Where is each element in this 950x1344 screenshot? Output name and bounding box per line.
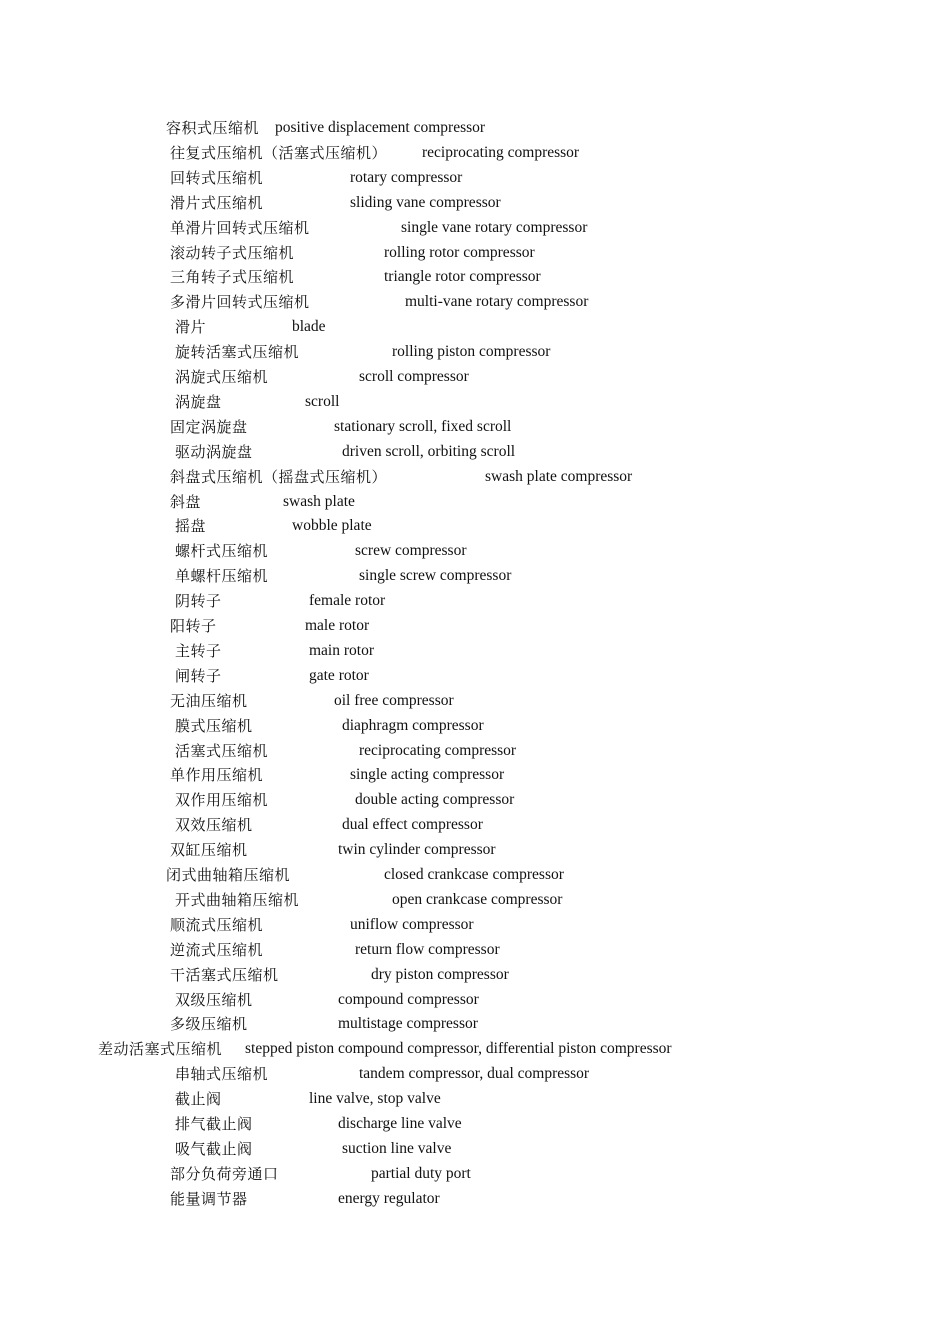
glossary-row [0,939,950,961]
term-chinese: 差动活塞式压缩机 [98,1040,223,1059]
term-english: compound compressor [338,990,479,1008]
glossary-row [0,1113,950,1135]
term-english: double acting compressor [355,791,515,809]
glossary-row [0,1163,950,1185]
glossary-row [0,242,950,264]
glossary-row [0,117,950,139]
glossary-row [0,466,950,488]
term-english: main rotor [309,641,374,659]
term-chinese: 回转式压缩机 [170,168,264,187]
term-english: discharge line valve [338,1115,462,1132]
term-chinese: 斜盘式压缩机（摇盘式压缩机） [170,467,388,486]
glossary-row [0,814,950,836]
term-english: stationary scroll, fixed scroll [334,417,512,435]
term-english: reciprocating compressor [359,741,517,759]
glossary-row [0,540,950,562]
term-english: scroll compressor [359,368,469,385]
glossary-row [0,316,950,338]
term-english: rolling piston compressor [392,343,551,361]
term-chinese: 涡旋式压缩机 [175,368,269,386]
term-chinese: 排气截止阀 [175,1115,253,1133]
term-chinese: 滚动转子式压缩机 [170,243,295,262]
term-chinese: 滑片式压缩机 [170,193,264,212]
term-chinese: 螺杆式压缩机 [175,542,269,561]
term-chinese: 部分负荷旁通口 [170,1164,279,1183]
glossary-row [0,665,950,687]
term-english: dual effect compressor [342,816,483,834]
glossary-row [0,889,950,911]
term-chinese: 膜式压缩机 [175,716,253,735]
term-chinese: 逆流式压缩机 [170,940,264,959]
glossary-row [0,1088,950,1110]
term-english: multi-vane rotary compressor [405,293,589,311]
term-english: swash plate compressor [485,467,633,485]
term-chinese: 驱动涡旋盘 [175,442,253,461]
term-english: gate rotor [309,666,369,684]
glossary-row [0,590,950,612]
term-english: single acting compressor [350,766,505,784]
term-english: energy regulator [338,1189,440,1207]
term-chinese: 滑片 [175,318,207,337]
term-chinese: 干活塞式压缩机 [170,965,279,984]
term-english: line valve, stop valve [309,1090,441,1108]
term-chinese: 串轴式压缩机 [175,1065,269,1084]
term-english: open crankcase compressor [392,890,563,908]
glossary-row [0,640,950,662]
term-english: oil free compressor [334,691,454,709]
term-chinese: 开式曲轴箱压缩机 [175,890,300,909]
term-chinese: 无油压缩机 [170,691,248,710]
term-chinese: 活塞式压缩机 [175,741,269,760]
term-english: female rotor [309,592,386,610]
term-english: scroll [305,392,340,410]
term-english: swash plate [283,492,355,510]
glossary-row [0,391,950,413]
glossary-row [0,615,950,637]
term-chinese: 主转子 [175,641,222,660]
glossary-row [0,142,950,164]
term-english: closed crankcase compressor [384,866,564,883]
glossary-row [0,217,950,239]
term-english: blade [292,318,326,336]
glossary-row [0,964,950,986]
glossary-row [0,167,950,189]
glossary-row [0,416,950,438]
glossary-row [0,1138,950,1160]
glossary-row [0,740,950,762]
glossary-row [0,864,950,886]
term-chinese: 单螺杆压缩机 [175,567,269,586]
term-chinese: 多级压缩机 [170,1015,248,1034]
term-english: stepped piston compound compressor, differential piston compressor [245,1040,672,1058]
glossary-row [0,839,950,861]
term-english: tandem compressor, dual compressor [359,1065,590,1083]
glossary-row [0,441,950,463]
glossary-row [0,1188,950,1210]
term-english: reciprocating compressor [422,143,580,161]
glossary-row [0,789,950,811]
glossary-row [0,1013,950,1035]
term-chinese: 三角转子式压缩机 [170,268,295,287]
term-chinese: 旋转活塞式压缩机 [175,343,300,362]
term-chinese: 截止阀 [175,1090,222,1109]
term-english: single screw compressor [359,567,512,585]
term-chinese: 斜盘 [170,492,202,511]
term-chinese: 闭式曲轴箱压缩机 [166,866,291,884]
glossary-row [0,192,950,214]
term-english: uniflow compressor [350,915,474,933]
glossary-row [0,690,950,712]
glossary-row [0,515,950,537]
glossary-row [0,366,950,388]
term-english: driven scroll, orbiting scroll [342,442,516,460]
term-english: triangle rotor compressor [384,268,541,286]
term-chinese: 双效压缩机 [175,816,253,835]
term-chinese: 单滑片回转式压缩机 [170,218,310,237]
term-english: partial duty port [371,1164,471,1182]
glossary-row [0,291,950,313]
glossary-row [0,764,950,786]
glossary-row [0,914,950,936]
term-chinese: 往复式压缩机（活塞式压缩机） [170,143,388,162]
term-chinese: 多滑片回转式压缩机 [170,293,310,312]
term-english: twin cylinder compressor [338,841,496,859]
term-chinese: 摇盘 [175,517,207,536]
glossary-row [0,266,950,288]
term-chinese: 闸转子 [175,666,222,685]
term-english: positive displacement compressor [275,119,486,136]
term-chinese: 双级压缩机 [175,990,253,1009]
term-english: return flow compressor [355,940,500,958]
glossary-row [0,989,950,1011]
term-chinese: 涡旋盘 [175,392,222,411]
glossary-row [0,565,950,587]
term-chinese: 单作用压缩机 [170,766,264,785]
term-chinese: 双缸压缩机 [170,841,248,860]
term-chinese: 能量调节器 [170,1189,248,1208]
term-english: multistage compressor [338,1015,478,1033]
term-english: single vane rotary compressor [401,218,588,236]
glossary-row [0,715,950,737]
term-chinese: 吸气截止阀 [175,1139,253,1158]
term-english: diaphragm compressor [342,716,484,734]
glossary-row [0,1038,950,1060]
glossary-row [0,491,950,513]
term-english: dry piston compressor [371,965,509,983]
term-chinese: 容积式压缩机 [166,119,260,137]
term-english: rolling rotor compressor [384,243,535,261]
term-chinese: 阳转子 [170,617,217,635]
term-chinese: 固定涡旋盘 [170,417,248,436]
term-english: rotary compressor [350,168,463,186]
term-chinese: 阴转子 [175,592,222,611]
glossary-row [0,341,950,363]
term-english: wobble plate [292,517,372,535]
term-english: screw compressor [355,542,467,560]
glossary-row [0,1063,950,1085]
term-english: suction line valve [342,1139,452,1157]
term-english: male rotor [305,617,370,634]
term-chinese: 顺流式压缩机 [170,915,264,934]
term-chinese: 双作用压缩机 [175,791,269,810]
term-english: sliding vane compressor [350,193,501,211]
